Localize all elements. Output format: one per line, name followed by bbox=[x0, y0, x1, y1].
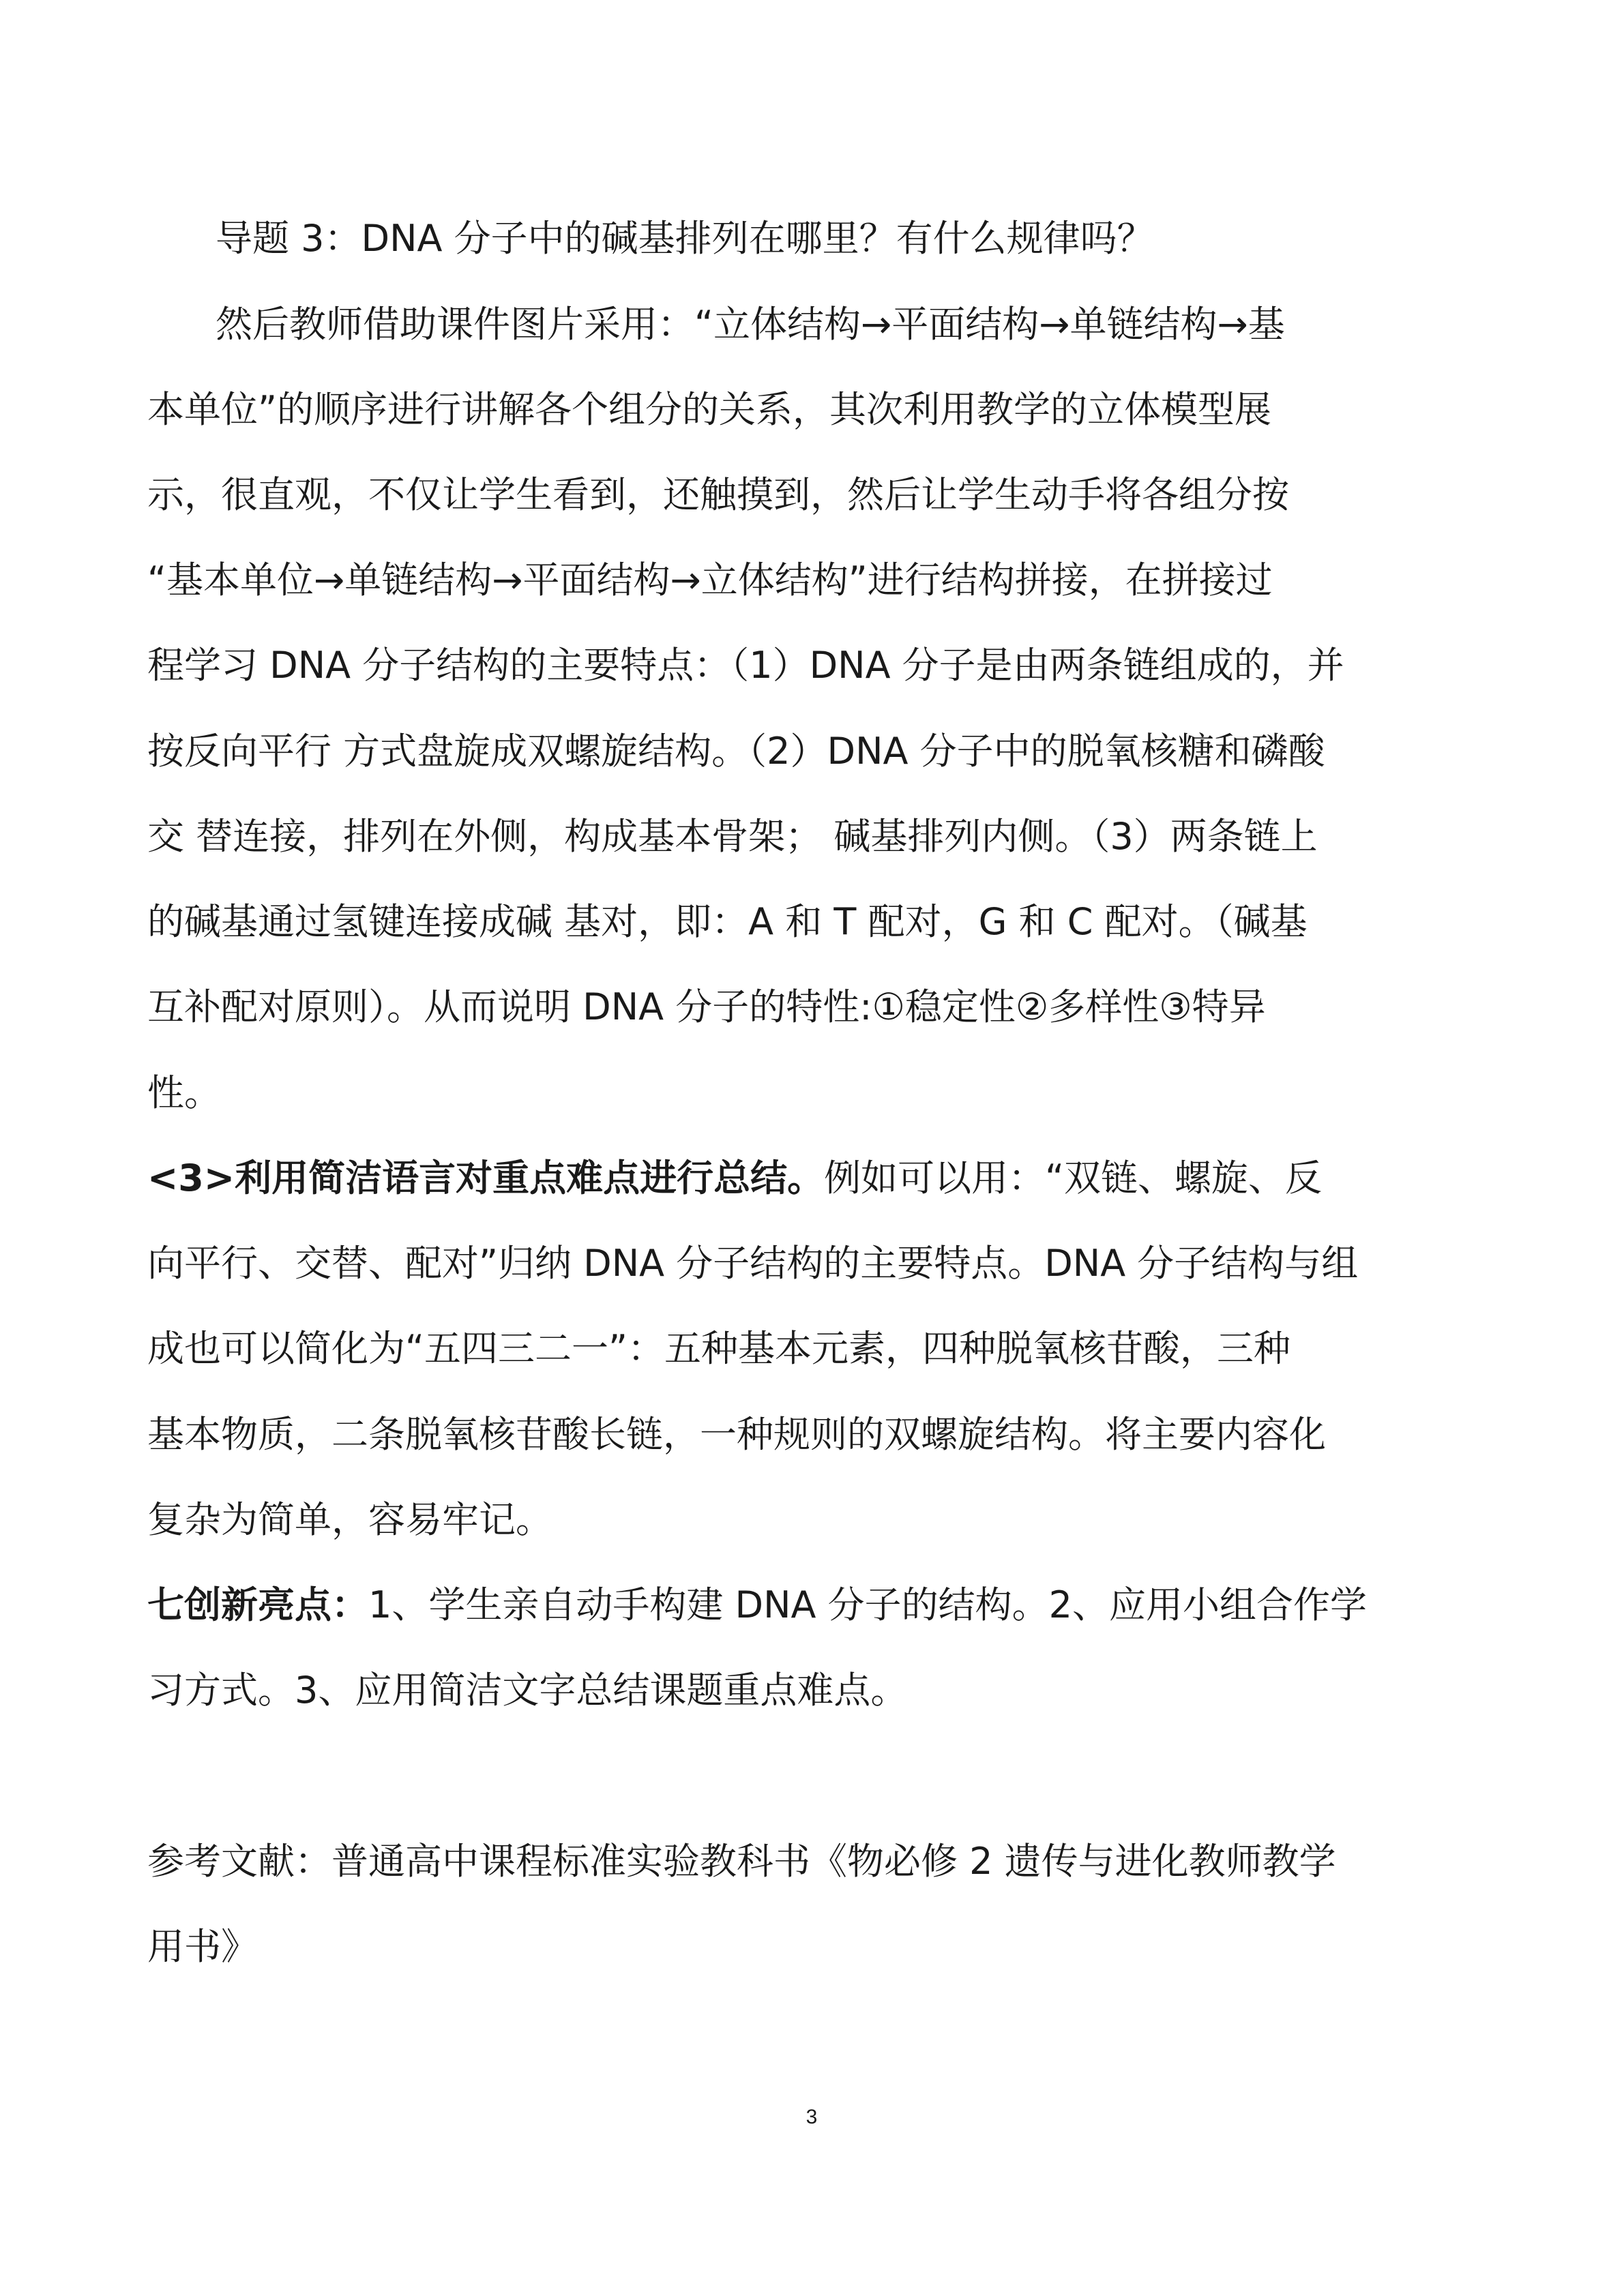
reference-line-1: 参考文献：普通高中课程标准实验教科书《物必修 2 遗传与进化教师教学 bbox=[147, 1840, 1336, 1883]
summary-heading: <3>利用简洁语言对重点难点进行总结。 bbox=[147, 1157, 825, 1199]
summary-line-1: 例如可以用：“双链、螺旋、反 bbox=[824, 1157, 1323, 1199]
body-line-1: 然后教师借助课件图片采用：“立体结构→平面结构→单链结构→基 bbox=[216, 303, 1285, 346]
body-line-5: 程学习 DNA 分子结构的主要特点：（1）DNA 分子是由两条链组成的，并 bbox=[147, 644, 1344, 687]
innovation-heading: 七创新亮点： bbox=[147, 1583, 368, 1626]
body-line-2: 本单位”的顺序进行讲解各个组分的关系，其次利用教学的立体模型展 bbox=[147, 388, 1271, 431]
summary-line-3: 成也可以简化为“五四三二一”：五种基本元素，四种脱氧核苷酸，三种 bbox=[147, 1327, 1290, 1370]
summary-line-4: 基本物质，二条脱氧核苷酸长链，一种规则的双螺旋结构。将主要内容化 bbox=[147, 1413, 1326, 1456]
page-number: 3 bbox=[806, 2106, 818, 2128]
body-line-4: “基本单位→单链结构→平面结构→立体结构”进行结构拼接，在拼接过 bbox=[147, 558, 1273, 601]
body-line-9: 互补配对原则）。从而说明 DNA 分子的特性:①稳定性②多样性③特异 bbox=[147, 985, 1266, 1028]
innovation-line-1: 1、学生亲自动手构建 DNA 分子的结构。2、应用小组合作学 bbox=[368, 1583, 1367, 1626]
body-line-10: 性。 bbox=[147, 1071, 221, 1114]
summary-paragraph-first-line bbox=[147, 1154, 1322, 1203]
innovation-paragraph-first-line bbox=[147, 1581, 1367, 1630]
body-line-8: 的碱基通过氢键连接成碱 基对，即：A 和 T 配对，G 和 C 配对。（碱基 bbox=[147, 900, 1308, 943]
body-line-3: 示，很直观，不仅让学生看到，还触摸到，然后让学生动手将各组分按 bbox=[147, 473, 1289, 516]
summary-line-5: 复杂为简单，容易牢记。 bbox=[147, 1498, 552, 1541]
guide-question-3: 导题 3：DNA 分子中的碱基排列在哪里？有什么规律吗？ bbox=[216, 217, 1154, 260]
body-line-6: 按反向平行 方式盘旋成双螺旋结构。（2）DNA 分子中的脱氧核糖和磷酸 bbox=[147, 730, 1325, 773]
reference-line-2: 用书》 bbox=[147, 1925, 258, 1968]
summary-line-2: 向平行、交替、配对”归纳 DNA 分子结构的主要特点。DNA 分子结构与组 bbox=[147, 1242, 1359, 1285]
body-line-7: 交 替连接，排列在外侧，构成基本骨架； 碱基排列内侧。（3）两条链上 bbox=[147, 815, 1318, 858]
innovation-line-2: 习方式。3、应用简洁文字总结课题重点难点。 bbox=[147, 1669, 908, 1712]
